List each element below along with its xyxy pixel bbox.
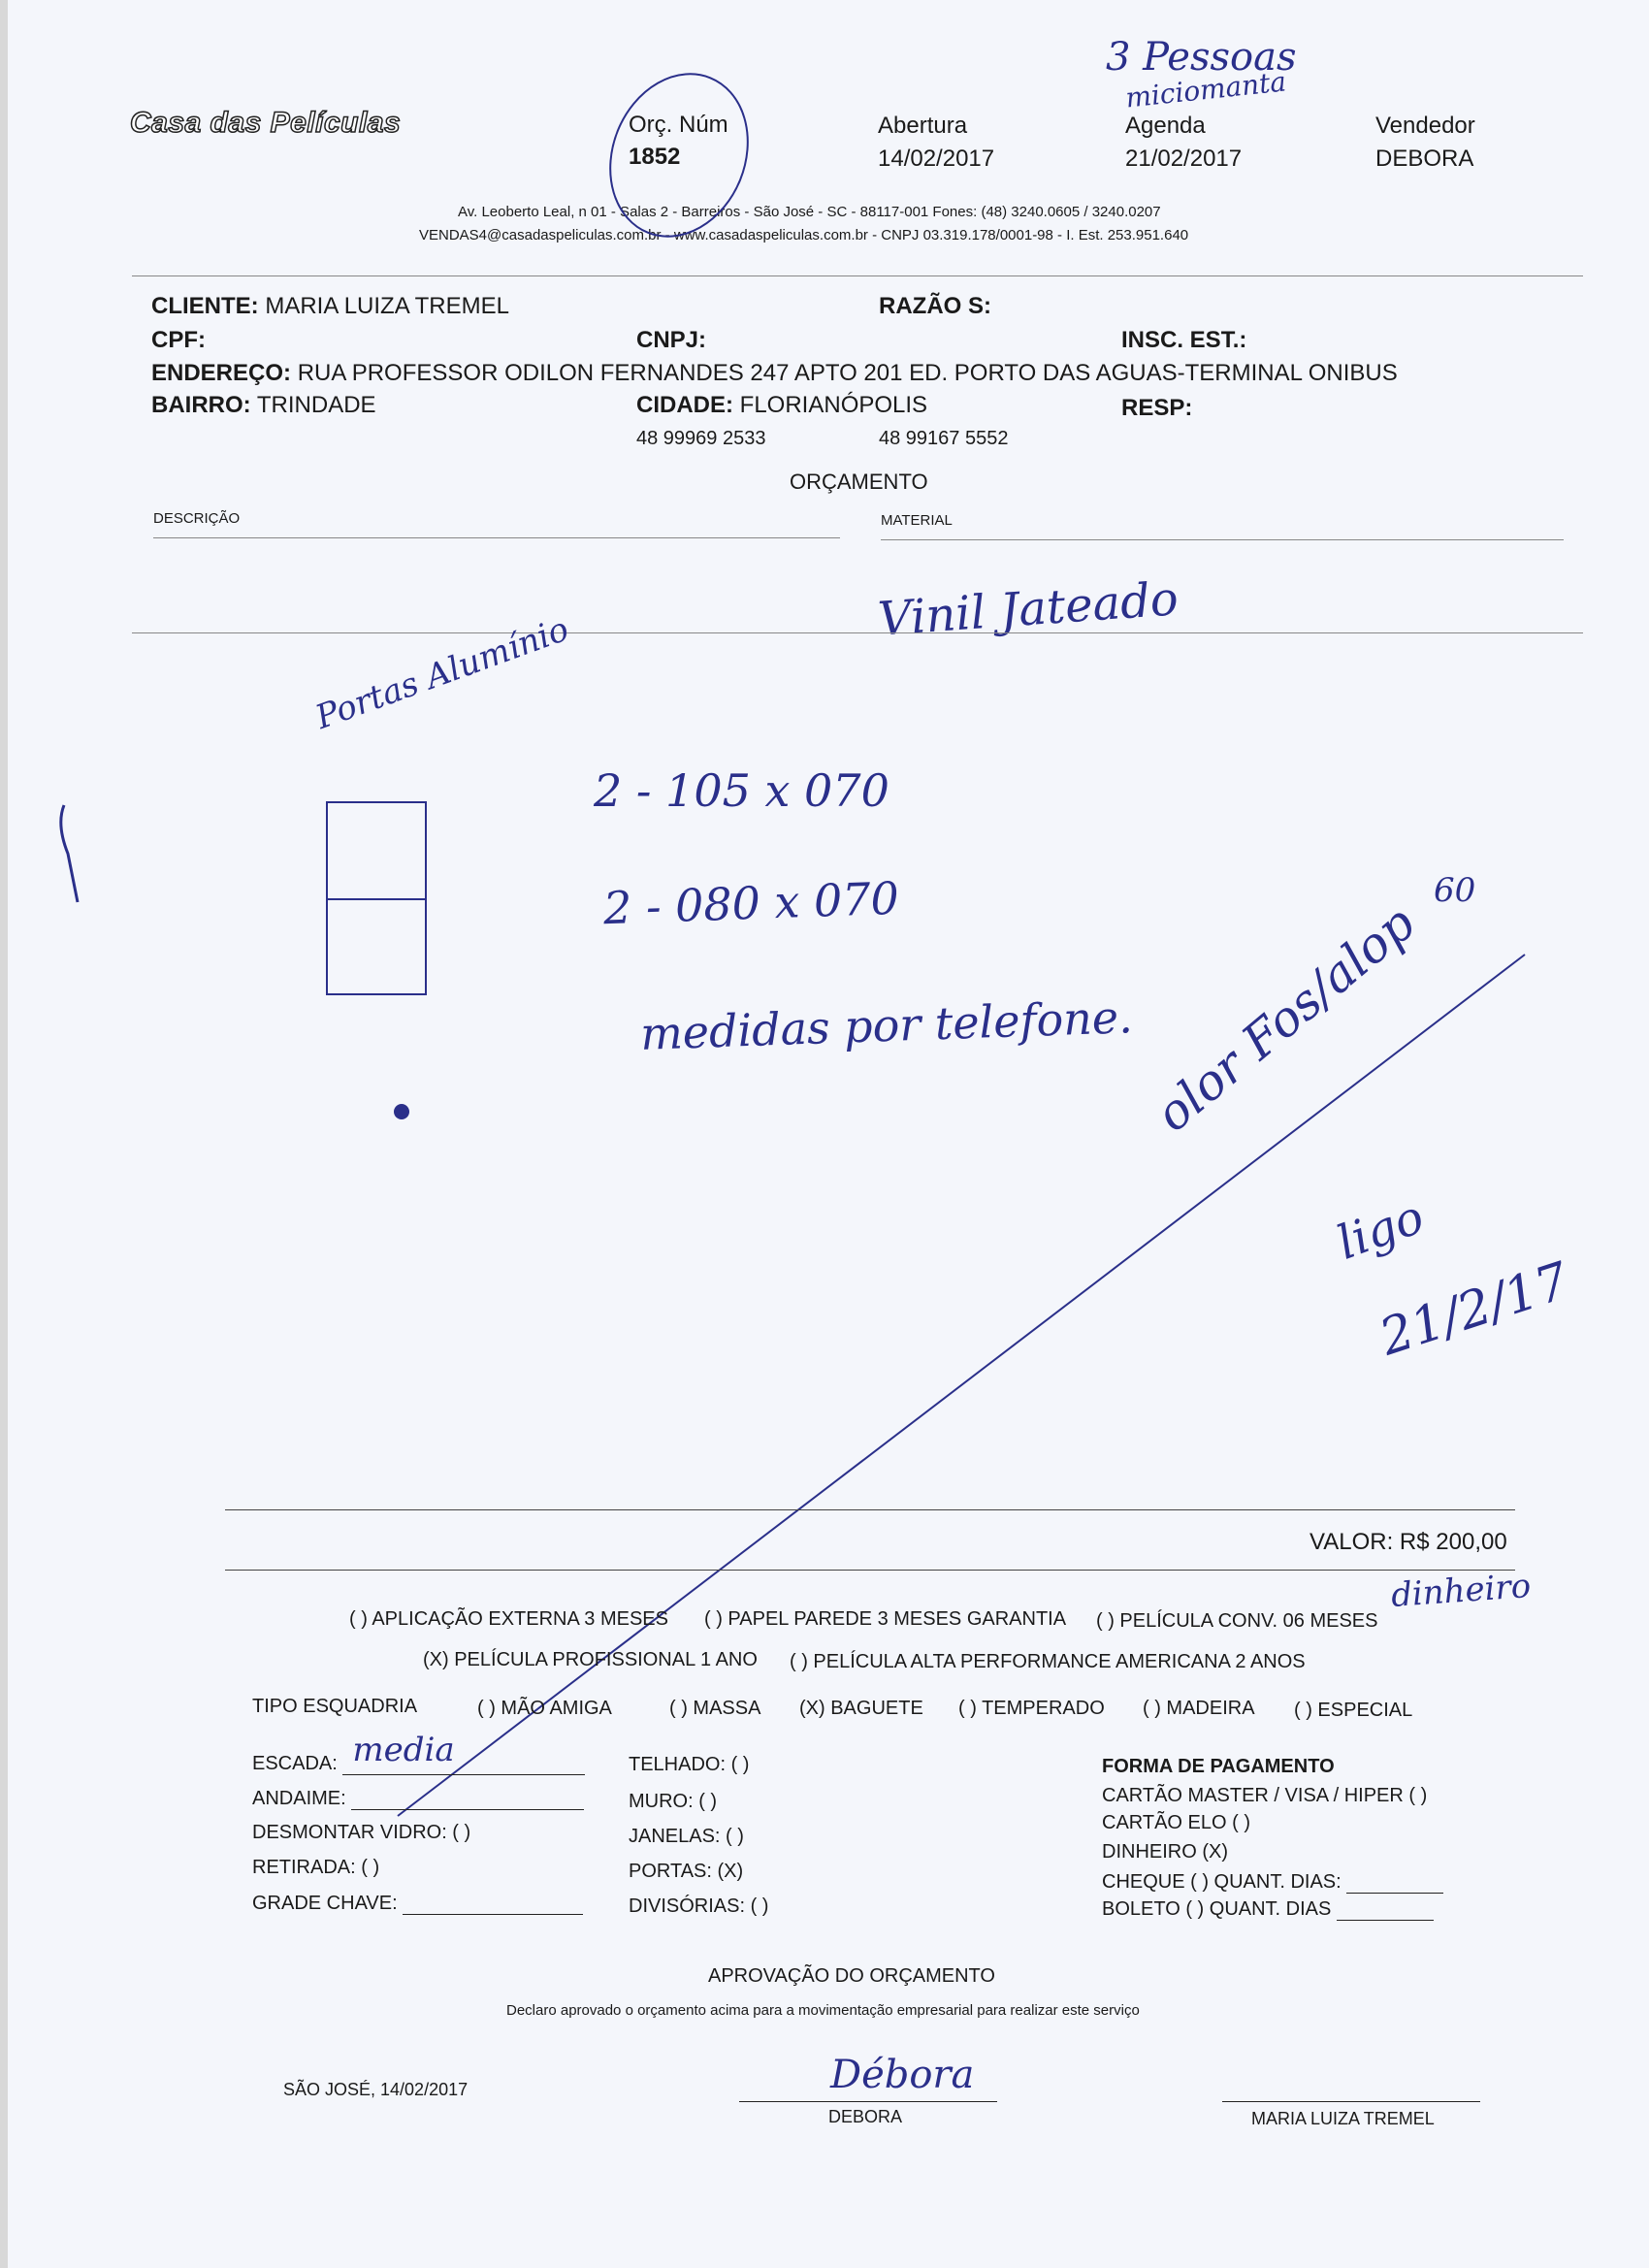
medidas-handwritten: medidas por telefone.: [639, 990, 1134, 1060]
cidade-value: FLORIANÓPOLIS: [739, 392, 928, 418]
valor-amount: R$ 200,00: [1399, 1529, 1507, 1555]
cliente-value: MARIA LUIZA TREMEL: [265, 293, 509, 319]
boleto-dias-field[interactable]: [1337, 1897, 1434, 1921]
bairro-value: TRINDADE: [256, 392, 376, 418]
option-pelicula-conv[interactable]: ( ) PELÍCULA CONV. 06 MESES: [1096, 1610, 1378, 1632]
client-sign-name: MARIA LUIZA TREMEL: [1251, 2109, 1435, 2128]
cliente-label: CLIENTE:: [151, 293, 259, 319]
option-pelicula-alta[interactable]: ( ) PELÍCULA ALTA PERFORMANCE AMERICANA 2 ANOS: [790, 1651, 1306, 1672]
cpf-label: CPF:: [151, 327, 206, 353]
valor-bottom-line: [225, 1570, 1515, 1571]
cidade-label: CIDADE:: [636, 392, 733, 418]
descricao-label: DESCRIÇÃO: [153, 510, 241, 527]
pagamento-title: FORMA DE PAGAMENTO: [1102, 1756, 1335, 1777]
phone-1: 48 99969 2533: [636, 428, 766, 449]
phone-2: 48 99167 5552: [879, 428, 1009, 449]
esquadria-madeira[interactable]: ( ) MADEIRA: [1143, 1698, 1255, 1719]
cheque-dias-field[interactable]: [1346, 1870, 1443, 1894]
cancel-diagonal-line: [398, 955, 1525, 1816]
esquadria-temperado[interactable]: ( ) TEMPERADO: [958, 1698, 1105, 1719]
measure-2: 2 - 080 x 070: [602, 871, 900, 935]
pagamento-dinheiro[interactable]: DINHEIRO (X): [1102, 1841, 1228, 1863]
left-margin-mark: [61, 805, 78, 902]
pagamento-boleto[interactable]: BOLETO ( ) QUANT. DIAS: [1102, 1898, 1332, 1920]
abertura-date: 14/02/2017: [878, 146, 995, 172]
orc-number: 1852: [629, 144, 681, 170]
ink-dot: [394, 1104, 409, 1119]
handwritten-note-pessoas: 3 Pessoas: [1106, 35, 1297, 80]
pagamento-elo[interactable]: CARTÃO ELO ( ): [1102, 1812, 1250, 1833]
material-handwritten: Vinil Jateado: [876, 571, 1180, 647]
esquadria-mao-amiga[interactable]: ( ) MÃO AMIGA: [477, 1698, 612, 1719]
valor-label: VALOR:: [1310, 1529, 1394, 1555]
endereco-value: RUA PROFESSOR ODILON FERNANDES 247 APTO 201 ED. PORTO DAS AGUAS-TERMINAL ONIBUS: [297, 360, 1398, 386]
option-aplicacao[interactable]: ( ) APLICAÇÃO EXTERNA 3 MESES: [349, 1608, 668, 1630]
divisorias-label[interactable]: DIVISÓRIAS: ( ): [629, 1895, 769, 1917]
vendor-signature: Débora: [830, 2053, 975, 2097]
andaime-row: [252, 1787, 584, 1810]
esquadria-baguete[interactable]: (X) BAGUETE: [799, 1698, 923, 1719]
retirada-label[interactable]: RETIRADA: ( ): [252, 1857, 380, 1878]
address-line: Av. Leoberto Leal, n 01 - Salas 2 - Barreiros - São José - SC - 88117-001 Fones: (48) 3240.0605 / 3240.0207: [458, 204, 1161, 220]
vendor-sign-name: DEBORA: [828, 2107, 903, 2126]
valor-top-line: [225, 1509, 1515, 1510]
diagonal-note-2: ligo: [1330, 1189, 1432, 1271]
andaime-label: ANDAIME:: [252, 1788, 346, 1809]
option-pelicula-profissional[interactable]: (X) PELÍCULA PROFISSIONAL 1 ANO: [423, 1649, 758, 1670]
valor-row: [1310, 1529, 1507, 1556]
grade-label: GRADE CHAVE:: [252, 1893, 398, 1914]
resp-label: RESP:: [1121, 395, 1193, 421]
measure-1: 2 - 105 x 070: [594, 764, 889, 817]
orc-label: Orç. Núm: [629, 112, 728, 138]
andaime-field[interactable]: [351, 1787, 584, 1810]
option-papel-parede[interactable]: ( ) PAPEL PAREDE 3 MESES GARANTIA: [704, 1608, 1067, 1630]
diagonal-note-1: olor Fos/alop: [1145, 894, 1426, 1143]
vendedor-name: DEBORA: [1375, 146, 1474, 172]
pagamento-cartao[interactable]: CARTÃO MASTER / VISA / HIPER ( ): [1102, 1785, 1428, 1806]
material-label: MATERIAL: [881, 512, 953, 529]
bairro-label: BAIRRO:: [151, 392, 251, 418]
agenda-label: Agenda: [1125, 113, 1206, 139]
orcamento-title: ORÇAMENTO: [790, 470, 928, 494]
portas-handwritten: Portas Alumínio: [310, 609, 574, 737]
abertura-label: Abertura: [878, 113, 968, 139]
escada-label: ESCADA:: [252, 1753, 338, 1774]
escada-handwritten: media: [352, 1731, 455, 1769]
grade-row: [252, 1892, 583, 1915]
muro-label[interactable]: MURO: ( ): [629, 1791, 718, 1812]
agenda-date: 21/02/2017: [1125, 146, 1243, 172]
esquadria-massa[interactable]: ( ) MASSA: [669, 1698, 761, 1719]
diagonal-note-3: 21/2/17: [1373, 1251, 1576, 1368]
handwritten-note-2: miciomanta: [1123, 65, 1288, 114]
razao-label: RAZÃO S:: [879, 293, 991, 319]
aprovacao-declaro: Declaro aprovado o orçamento acima para a movimentação empresarial para realizar este serviço: [506, 2002, 1140, 2019]
local-date: SÃO JOSÉ, 14/02/2017: [283, 2080, 469, 2099]
orc-number-circle: [587, 53, 772, 257]
grade-field[interactable]: [403, 1892, 583, 1915]
vendedor-label: Vendedor: [1375, 113, 1475, 139]
desmontar-label[interactable]: DESMONTAR VIDRO: ( ): [252, 1822, 471, 1843]
esquadria-especial[interactable]: ( ) ESPECIAL: [1294, 1700, 1413, 1721]
pagamento-boleto-row: [1102, 1897, 1434, 1921]
vendor-sign-line: [739, 2101, 997, 2102]
janelas-label[interactable]: JANELAS: ( ): [629, 1826, 744, 1847]
escada-row: [252, 1731, 585, 1775]
endereco-label: ENDEREÇO:: [151, 360, 292, 386]
client-sign-line: [1222, 2101, 1480, 2102]
pagamento-cheque[interactable]: CHEQUE ( ) QUANT. DIAS:: [1102, 1871, 1342, 1893]
side-mark: 60: [1434, 871, 1476, 910]
dinheiro-handwritten: dinheiro: [1389, 1567, 1533, 1615]
esquadria-label: TIPO ESQUADRIA: [252, 1696, 418, 1717]
escada-field[interactable]: [342, 1731, 585, 1775]
insc-label: INSC. EST.:: [1121, 327, 1247, 353]
company-logo: Casa das Películas: [130, 107, 402, 139]
aprovacao-title: APROVAÇÃO DO ORÇAMENTO: [708, 1965, 995, 1987]
portas-label[interactable]: PORTAS: (X): [629, 1861, 744, 1882]
pagamento-cheque-row: [1102, 1870, 1443, 1894]
cnpj-label: CNPJ:: [636, 327, 707, 353]
telhado-label[interactable]: TELHADO: ( ): [629, 1754, 750, 1775]
email-line: VENDAS4@casadaspeliculas.com.br - www.casadaspeliculas.com.br - CNPJ 03.319.178/0001-98 - I. Est. 253.951.640: [419, 227, 1189, 243]
